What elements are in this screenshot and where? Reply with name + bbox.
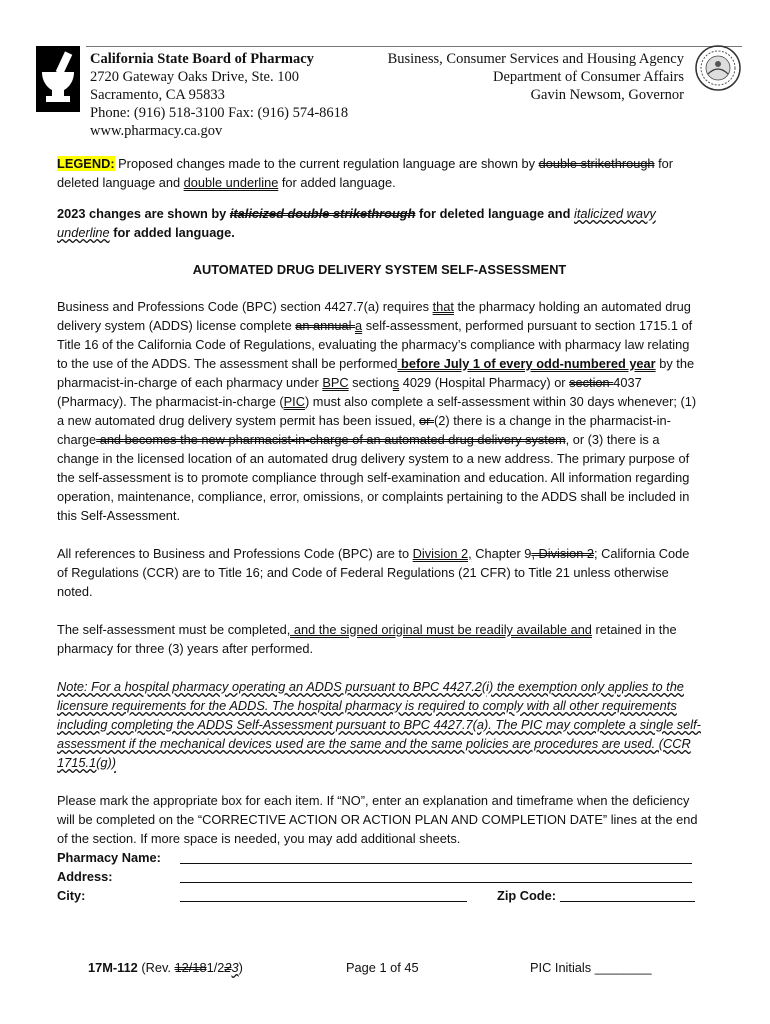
zip-label: Zip Code: — [497, 888, 556, 903]
governor-name: Gavin Newsom, Governor — [530, 87, 684, 103]
added-text: s — [392, 375, 400, 390]
text: self-assessment, performed pursuant to section 1715.1 of Title 16 of the California Code of Regulations, evaluating the pharmacy’s compliance with pharmacy law relating to the use of the ADDS. The assessment shall be performed — [57, 318, 693, 371]
legend-text: for added language. — [278, 175, 396, 190]
underline-sample: double underline — [183, 175, 279, 190]
rev-text: ) — [238, 960, 243, 975]
document-body — [57, 154, 702, 905]
pharmacy-name-row — [57, 848, 702, 867]
deleted-text: or — [419, 413, 434, 428]
changes-2023-note — [57, 204, 702, 242]
text: 4037 (Pharmacy). The pharmacist-in-charge ( — [57, 375, 642, 409]
legend-label: LEGEND: — [57, 156, 115, 171]
rev-deleted: 2 — [224, 960, 232, 975]
paragraph-references — [57, 544, 702, 601]
address-row — [57, 867, 702, 886]
agency-block — [388, 50, 684, 104]
pharmacy-name-field[interactable] — [180, 848, 692, 864]
mortar-pestle-logo-icon — [36, 46, 80, 112]
instructions: Please mark the appropriate box for each item. If “NO”, enter an explanation and timeframe when the deficiency will be completed on the “CORRECTIVE ACTION OR ACTION PLAN AND COMPLETION DATE” lines at the end of the section. If more space is needed, you may add additional sheets. — [57, 793, 698, 846]
text: section — [348, 375, 393, 390]
header-rule — [86, 46, 742, 47]
text: Business and Professions Code (BPC) section 4427.7(a) requires — [57, 299, 433, 314]
phone-fax: Phone: (916) 518-3100 Fax: (916) 574-8618 — [90, 105, 349, 121]
added-text: , and the signed original must be readily available and — [286, 622, 592, 637]
text: The self-assessment must be completed — [57, 622, 287, 637]
pharmacy-name-label: Pharmacy Name: — [57, 850, 161, 865]
changes-text: for added language. — [109, 225, 235, 240]
document-title: AUTOMATED DRUG DELIVERY SYSTEM SELF-ASSESSMENT — [192, 262, 567, 277]
deleted-text: , Division 2 — [531, 546, 595, 561]
added-text: BPC — [322, 375, 349, 390]
changes-text: for deleted language and — [415, 206, 574, 221]
state-seal-icon — [694, 44, 742, 92]
legend — [57, 154, 702, 192]
street-address: 2720 Gateway Oaks Drive, Ste. 100 — [90, 69, 299, 85]
added-text: before July 1 of every odd-numbered year — [397, 356, 656, 371]
rev-added: 3 — [231, 960, 239, 975]
zip-field[interactable] — [560, 886, 695, 902]
deleted-text: and becomes the new pharmacist-in-charge of an automated drug delivery system — [96, 432, 566, 447]
rev-text: 1/2 — [206, 960, 225, 975]
added-text: a — [355, 318, 363, 333]
strike-sample: double strikethrough — [538, 156, 655, 171]
added-text: that — [432, 299, 454, 314]
text: retained in the pharmacy for three (3) years after performed. — [57, 622, 677, 656]
text: the pharmacy holding an automated drug delivery system (ADDS) license complete — [57, 299, 691, 333]
deleted-text: section — [569, 375, 614, 390]
text: All references to Business and Professions Code (BPC) are to — [57, 546, 413, 561]
text: (2) there is a change in the pharmacist-in-charge — [57, 413, 671, 447]
text: ; California Code of Regulations (CCR) are to Title 16; and Code of Federal Regulations (21 CFR) to Title 21 unless otherwise noted. — [57, 546, 690, 599]
board-address-block — [90, 50, 348, 140]
text: by the pharmacist-in-charge of each pharmacy under — [57, 356, 695, 390]
address-field[interactable] — [180, 867, 692, 883]
deleted-text: an annual — [295, 318, 356, 333]
legend-text: Proposed changes made to the current regulation language are shown by — [114, 156, 539, 171]
rev-text: (Rev. — [137, 960, 175, 975]
text: ) must also complete a self-assessment within 30 days whenever; (1) a new automated drug delivery system permit has been issued, — [57, 394, 697, 428]
pic-initials: PIC Initials ________ — [530, 960, 652, 975]
letterhead — [36, 44, 742, 140]
text: Chapter 9 — [471, 546, 532, 561]
city-zip-row — [57, 886, 702, 905]
board-name: California State Board of Pharmacy — [90, 51, 314, 67]
paragraph-retention — [57, 620, 702, 658]
address-label: Address: — [57, 869, 113, 884]
hospital-note: Note: For a hospital pharmacy operating an ADDS pursuant to BPC 4427.2(i) the exemption only applies to the licensure requirements for the ADDS. The hospital pharmacy is required to comply with all other requirements including completing the ADDS Self-Assessment pursuant to BPC 4427.7(a). The PIC may complete a single self-assessment if the mechanical devices used are the same and the same policies are procedures are used. (CCR 1715.1(g)) — [57, 679, 701, 770]
changes-text: 2023 changes are shown by — [57, 206, 230, 221]
city-address: Sacramento, CA 95833 — [90, 87, 225, 103]
italic-strike-sample: italicized double strikethrough — [229, 206, 416, 221]
website: www.pharmacy.ca.gov — [90, 123, 223, 139]
agency-name: Business, Consumer Services and Housing Agency — [387, 51, 684, 67]
rev-deleted: 12/18 — [174, 960, 207, 975]
department-name: Department of Consumer Affairs — [492, 69, 684, 85]
added-text: PIC — [283, 394, 305, 409]
city-field[interactable] — [180, 886, 467, 902]
city-label: City: — [57, 888, 86, 903]
text: , or (3) there is a change in the licensed location of an automated drug delivery system to a new address. The primary purpose of the self-assessment is to promote compliance through self-examination and education. All information regarding operation, maintenance, compliance, error, omissions, or complaints pertaining to the ADDS shall be included in this Self-Assessment. — [57, 432, 690, 523]
page-number: Page 1 of 45 — [346, 960, 419, 975]
added-text: Division 2, — [412, 546, 472, 561]
legend-text: for deleted language and — [57, 156, 674, 190]
wavy-sample: italicized wavy underline — [57, 206, 656, 240]
text: 4029 (Hospital Pharmacy) or — [399, 375, 570, 390]
form-number: 17M-112 — [88, 960, 138, 975]
paragraph-requirements — [57, 297, 702, 525]
form-revision — [88, 960, 243, 975]
